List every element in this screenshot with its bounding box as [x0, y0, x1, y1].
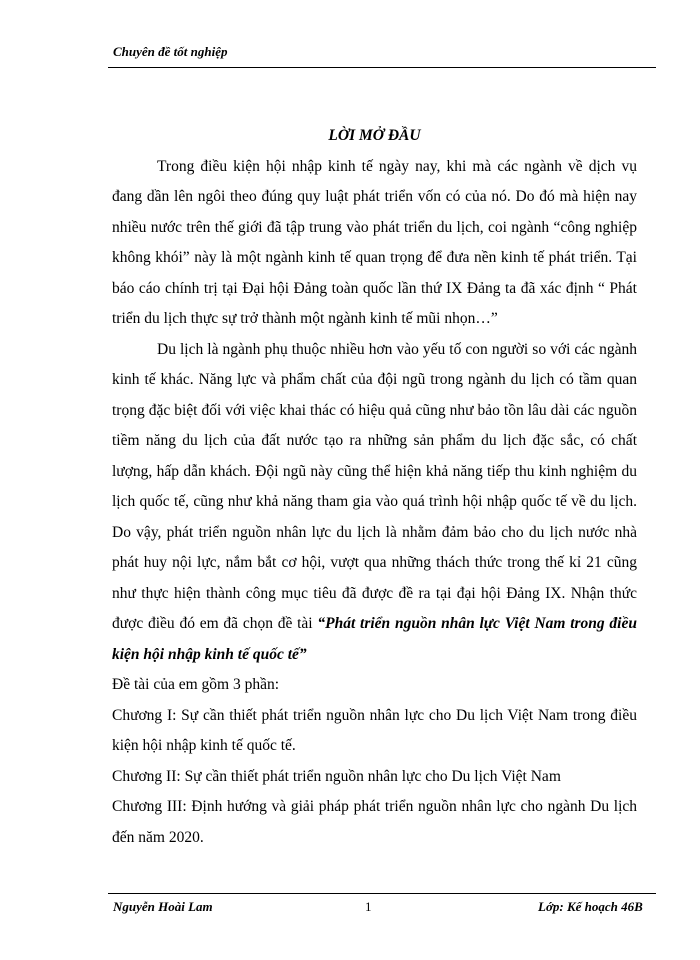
page-number: 1	[365, 899, 372, 914]
page-heading: LỜI MỞ ĐẦU	[328, 127, 421, 144]
footer-author: Nguyễn Hoài Lam	[113, 899, 213, 914]
structure-intro: Đề tài của em gồm 3 phần:	[112, 676, 280, 693]
chapter-3-description: Chương III: Định hướng và giải pháp phát triển nguồn nhân lực cho ngành Du lịch đến năm 2020.	[112, 798, 637, 846]
chapter-1-description: Chương I: Sự cần thiết phát triển nguồn nhân lực cho Du lịch Việt Nam trong điều kiện hội nhập kinh tế quốc tế.	[112, 706, 637, 754]
footer-class: Lớp: Kế hoạch 46B	[538, 899, 643, 914]
chapter-2-description: Chương II: Sự cần thiết phát triển nguồn nhân lực cho Du lịch Việt Nam	[112, 767, 561, 785]
thesis-topic-title: “Phát triển nguồn nhân lực Việt Nam trong điều kiện hội nhập kinh tế quốc tế”	[112, 615, 637, 663]
footer-divider	[108, 893, 656, 894]
intro-paragraph-2	[112, 335, 637, 671]
document-body	[112, 121, 637, 853]
intro-paragraph-2-text: Du lịch là ngành phụ thuộc nhiều hơn vào yếu tố con người so với các ngành kinh tế khác. Năng lực và phẩm chất của đội ngũ trong ngành du lịch có tầm quan trọng đặc biệt đối với việc khai thác có hiệu quả cũng như bảo tồn lâu dài các nguồn tiềm năng du lịch của đất nước tạo ra những sản phẩm du lịch đặc sắc, có chất lượng, hấp dẫn khách. Đội ngũ này cũng thể hiện khả năng tiếp thu kinh nghiệm du lịch quốc tế, cũng như khả năng tham gia vào quá trình hội nhập quốc tế về du lịch. Do vậy, phát triển nguồn nhân lực du lịch là nhằm đảm bảo cho du lịch nước nhà phát huy nội lực, nắm bắt cơ hội, vượt qua những thách thức trong thế kỉ 21 cũng như thực hiện thành công mục tiêu đã được đề ra tại đại hội Đảng IX. Nhận thức được điều đó em đã chọn đề tài	[112, 340, 637, 632]
header-divider	[108, 67, 656, 68]
intro-paragraph-1: Trong điều kiện hội nhập kinh tế ngày nay, khi mà các ngành về dịch vụ đang dần lên ngôi theo đúng quy luật phát triển vốn có của nó. Do đó mà hiện nay nhiều nước trên thế giới đã tập trung vào phát triển du lịch, coi ngành “công nghiệp không khói” này là một ngành kinh tế quan trọng để đưa nền kinh tế phát triển. Tại báo cáo chính trị tại Đại hội Đảng toàn quốc lần thứ IX Đảng ta đã xác định “ Phát triển du lịch thực sự trở thành một ngành kinh tế mũi nhọn…”	[112, 157, 637, 327]
running-header-title: Chuyên đề tốt nghiệp	[113, 44, 228, 59]
